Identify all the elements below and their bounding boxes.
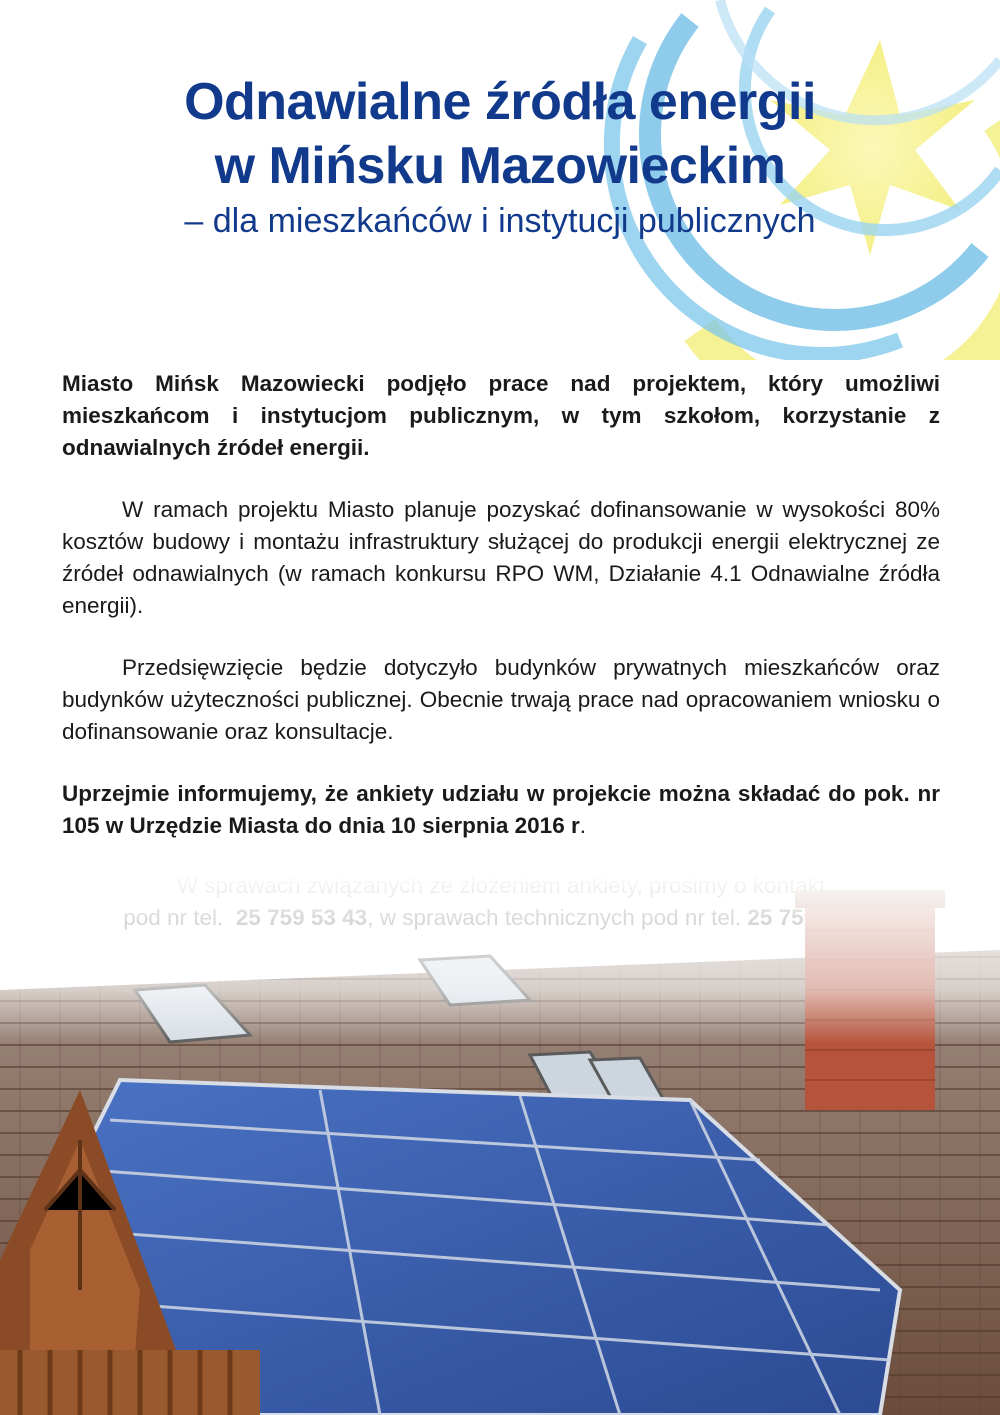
body-text <box>62 368 940 934</box>
solar-roof-illustration <box>0 870 1000 1415</box>
notice-end: . <box>579 813 586 838</box>
notice-paragraph <box>62 778 940 842</box>
page-subtitle: – dla mieszkańców i instytucji publicznych <box>184 202 816 240</box>
scope-paragraph: Przedsięwzięcie będzie dotyczyło budynków prywatnych mieszkańców oraz budynków użyteczności publicznej. Obecnie trwają prace nad opracowaniem wniosku o dofinansowanie oraz konsultacje. <box>62 655 940 744</box>
page-title-line2: w Mińsku Mazowieckim <box>214 137 786 195</box>
funding-paragraph: W ramach projektu Miasto planuje pozyskać dofinansowanie w wysokości 80% kosztów budowy i montażu infrastruktury służącej do produkcji energii elektrycznej ze źródeł odnawialnych (w ramach konkursu RPO WM, Działanie 4.1 Odnawialne źródła energii). <box>62 497 940 618</box>
lead-paragraph: Miasto Mińsk Mazowiecki podjęło prace nad projektem, który umożliwi mieszkańcom i instytucjom publicznym, w tym szkołom, korzystanie z odnawialnych źródeł energii. <box>62 371 940 460</box>
notice-text: Uprzejmie informujemy, że ankiety udziału w projekcie można składać do pok. nr 105 w Urzędzie Miasta do dnia 10 sierpnia 2016 r <box>62 781 940 838</box>
header <box>0 70 1000 242</box>
page-title-line1: Odnawialne źródła energii <box>184 73 816 131</box>
